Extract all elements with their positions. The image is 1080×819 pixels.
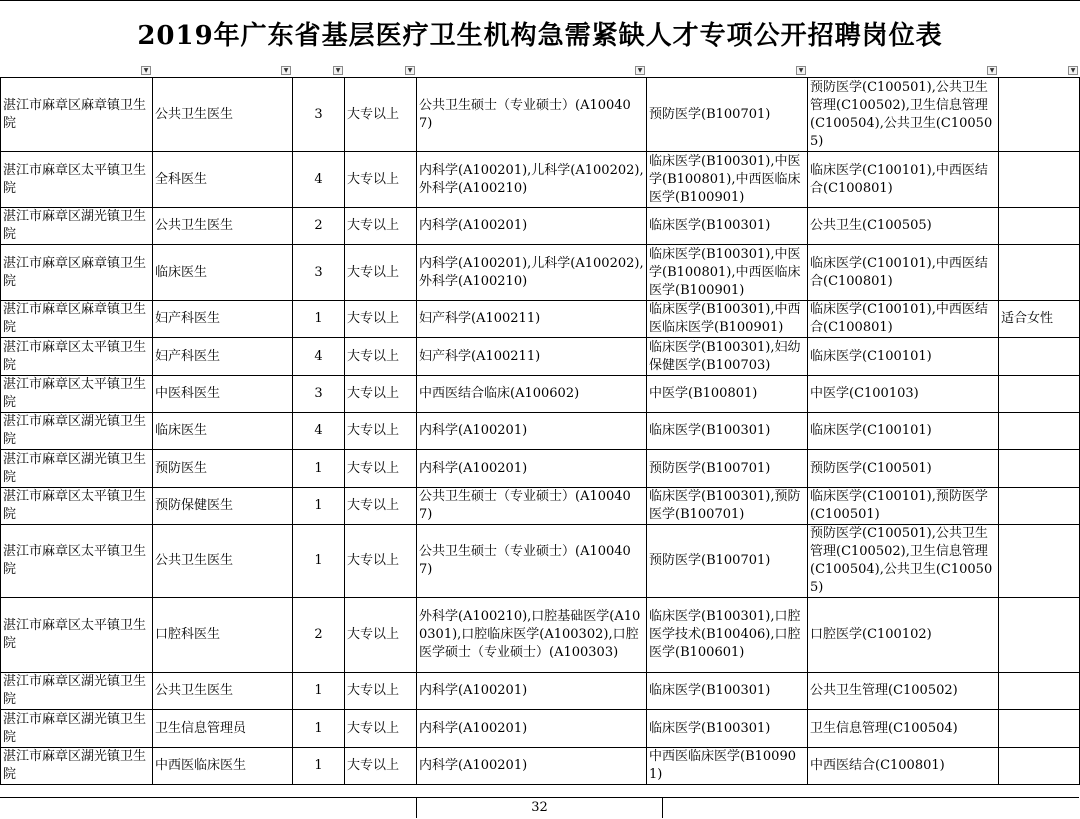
table-row: [1, 376, 1080, 413]
remarks-cell: 适合女性: [999, 301, 1080, 338]
college-major-cell: 口腔医学(C100102): [808, 598, 999, 673]
remarks-cell: [999, 413, 1080, 450]
undergrad-major-cell: 预防医学(B100701): [647, 450, 808, 488]
page-title: 2019年广东省基层医疗卫生机构急需紧缺人才专项公开招聘岗位表: [0, 0, 1080, 66]
headcount-cell: 1: [293, 301, 345, 338]
position-cell: 公共卫生医生: [153, 525, 293, 598]
headcount-cell: 1: [293, 748, 345, 785]
employer-cell: 湛江市麻章区麻章镇卫生院: [1, 301, 153, 338]
position-cell: 临床医生: [153, 413, 293, 450]
table-row: [1, 245, 1080, 301]
postgrad-major-cell: 妇产科学(A100211): [417, 338, 647, 376]
remarks-cell: [999, 488, 1080, 525]
education-cell: 大专以上: [345, 152, 417, 208]
employer-cell: 湛江市麻章区太平镇卫生院: [1, 152, 153, 208]
college-major-cell: 预防医学(C100501): [808, 450, 999, 488]
headcount-cell: 1: [293, 710, 345, 748]
college-major-cell: 公共卫生(C100505): [808, 208, 999, 245]
undergrad-major-cell: 中西医临床医学(B100901): [647, 748, 808, 785]
table-row: [1, 673, 1080, 710]
dropdown-icon[interactable]: ▼: [281, 66, 291, 75]
undergrad-major-cell: 临床医学(B100301),中医学(B100801),中西医临床医学(B100901): [647, 152, 808, 208]
education-cell: 大专以上: [345, 450, 417, 488]
position-cell: 预防医生: [153, 450, 293, 488]
postgrad-major-cell: 内科学(A100201): [417, 748, 647, 785]
headcount-cell: 3: [293, 376, 345, 413]
remarks-cell: [999, 525, 1080, 598]
postgrad-major-cell: 公共卫生硕士（专业硕士）(A100407): [417, 78, 647, 152]
undergrad-major-cell: 临床医学(B100301): [647, 673, 808, 710]
employer-cell: 湛江市麻章区麻章镇卫生院: [1, 78, 153, 152]
postgrad-major-cell: 妇产科学(A100211): [417, 301, 647, 338]
dropdown-icon[interactable]: ▼: [333, 66, 343, 75]
college-major-cell: 中西医结合(C100801): [808, 748, 999, 785]
autofilter-bar: [0, 66, 1080, 77]
position-cell: 妇产科医生: [153, 301, 293, 338]
postgrad-major-cell: 内科学(A100201),儿科学(A100202),外科学(A100210): [417, 245, 647, 301]
education-cell: 大专以上: [345, 710, 417, 748]
dropdown-icon[interactable]: ▼: [405, 66, 415, 75]
table-row: [1, 488, 1080, 525]
remarks-cell: [999, 450, 1080, 488]
dropdown-icon[interactable]: ▼: [796, 66, 806, 75]
undergrad-major-cell: 临床医学(B100301),中医学(B100801),中西医临床医学(B100901): [647, 245, 808, 301]
headcount-cell: 2: [293, 208, 345, 245]
remarks-cell: [999, 748, 1080, 785]
postgrad-major-cell: 中西医结合临床(A100602): [417, 376, 647, 413]
education-cell: 大专以上: [345, 338, 417, 376]
headcount-cell: 4: [293, 338, 345, 376]
college-major-cell: 公共卫生管理(C100502): [808, 673, 999, 710]
postgrad-major-cell: 内科学(A100201): [417, 450, 647, 488]
undergrad-major-cell: 中医学(B100801): [647, 376, 808, 413]
education-cell: 大专以上: [345, 488, 417, 525]
position-cell: 中医科医生: [153, 376, 293, 413]
headcount-cell: 1: [293, 488, 345, 525]
education-cell: 大专以上: [345, 376, 417, 413]
undergrad-major-cell: 临床医学(B100301),预防医学(B100701): [647, 488, 808, 525]
remarks-cell: [999, 338, 1080, 376]
college-major-cell: 预防医学(C100501),公共卫生管理(C100502),卫生信息管理(C100504),公共卫生(C100505): [808, 525, 999, 598]
college-major-cell: 临床医学(C100101),中西医结合(C100801): [808, 301, 999, 338]
filter-icon[interactable]: ▼: [141, 66, 151, 75]
employer-cell: 湛江市麻章区太平镇卫生院: [1, 488, 153, 525]
college-major-cell: 临床医学(C100101): [808, 338, 999, 376]
college-major-cell: 临床医学(C100101): [808, 413, 999, 450]
education-cell: 大专以上: [345, 673, 417, 710]
employer-cell: 湛江市麻章区湖光镇卫生院: [1, 673, 153, 710]
position-cell: 全科医生: [153, 152, 293, 208]
education-cell: 大专以上: [345, 301, 417, 338]
undergrad-major-cell: 预防医学(B100701): [647, 525, 808, 598]
education-cell: 大专以上: [345, 525, 417, 598]
table-row: [1, 748, 1080, 785]
page-number: 32: [416, 798, 663, 818]
postgrad-major-cell: 公共卫生硕士（专业硕士）(A100407): [417, 488, 647, 525]
sheet-footer: [0, 797, 1079, 819]
headcount-cell: 1: [293, 673, 345, 710]
table-row: [1, 152, 1080, 208]
position-cell: 临床医生: [153, 245, 293, 301]
undergrad-major-cell: 预防医学(B100701): [647, 78, 808, 152]
undergrad-major-cell: 临床医学(B100301): [647, 413, 808, 450]
employer-cell: 湛江市麻章区太平镇卫生院: [1, 598, 153, 673]
headcount-cell: 1: [293, 525, 345, 598]
remarks-cell: [999, 208, 1080, 245]
position-cell: 公共卫生医生: [153, 208, 293, 245]
undergrad-major-cell: 临床医学(B100301),妇幼保健医学(B100703): [647, 338, 808, 376]
table-row: [1, 301, 1080, 338]
undergrad-major-cell: 临床医学(B100301),口腔医学技术(B100406),口腔医学(B100601): [647, 598, 808, 673]
position-cell: 公共卫生医生: [153, 78, 293, 152]
remarks-cell: [999, 710, 1080, 748]
table-row: [1, 78, 1080, 152]
education-cell: 大专以上: [345, 748, 417, 785]
table-row: [1, 450, 1080, 488]
college-major-cell: 临床医学(C100101),中西医结合(C100801): [808, 152, 999, 208]
dropdown-icon[interactable]: ▼: [635, 66, 645, 75]
employer-cell: 湛江市麻章区湖光镇卫生院: [1, 450, 153, 488]
education-cell: 大专以上: [345, 208, 417, 245]
undergrad-major-cell: 临床医学(B100301): [647, 710, 808, 748]
remarks-cell: [999, 152, 1080, 208]
college-major-cell: 预防医学(C100501),公共卫生管理(C100502),卫生信息管理(C100504),公共卫生(C100505): [808, 78, 999, 152]
employer-cell: 湛江市麻章区湖光镇卫生院: [1, 710, 153, 748]
education-cell: 大专以上: [345, 78, 417, 152]
employer-cell: 湛江市麻章区麻章镇卫生院: [1, 245, 153, 301]
remarks-cell: [999, 245, 1080, 301]
headcount-cell: 4: [293, 152, 345, 208]
postgrad-major-cell: 公共卫生硕士（专业硕士）(A100407): [417, 525, 647, 598]
table-row: [1, 338, 1080, 376]
positions-table: [0, 77, 1080, 785]
position-cell: 口腔科医生: [153, 598, 293, 673]
postgrad-major-cell: 内科学(A100201),儿科学(A100202),外科学(A100210): [417, 152, 647, 208]
position-cell: 预防保健医生: [153, 488, 293, 525]
education-cell: 大专以上: [345, 413, 417, 450]
postgrad-major-cell: 内科学(A100201): [417, 413, 647, 450]
table-row: [1, 413, 1080, 450]
employer-cell: 湛江市麻章区湖光镇卫生院: [1, 208, 153, 245]
dropdown-icon[interactable]: ▼: [987, 66, 997, 75]
position-cell: 公共卫生医生: [153, 673, 293, 710]
education-cell: 大专以上: [345, 245, 417, 301]
dropdown-icon[interactable]: ▼: [1068, 66, 1078, 75]
college-major-cell: 临床医学(C100101),中西医结合(C100801): [808, 245, 999, 301]
headcount-cell: 4: [293, 413, 345, 450]
college-major-cell: 临床医学(C100101),预防医学(C100501): [808, 488, 999, 525]
education-cell: 大专以上: [345, 598, 417, 673]
headcount-cell: 1: [293, 450, 345, 488]
remarks-cell: [999, 78, 1080, 152]
position-cell: 中西医临床医生: [153, 748, 293, 785]
headcount-cell: 3: [293, 78, 345, 152]
employer-cell: 湛江市麻章区湖光镇卫生院: [1, 413, 153, 450]
postgrad-major-cell: 内科学(A100201): [417, 673, 647, 710]
college-major-cell: 中医学(C100103): [808, 376, 999, 413]
remarks-cell: [999, 376, 1080, 413]
postgrad-major-cell: 内科学(A100201): [417, 710, 647, 748]
employer-cell: 湛江市麻章区太平镇卫生院: [1, 525, 153, 598]
postgrad-major-cell: 外科学(A100210),口腔基础医学(A100301),口腔临床医学(A100302),口腔医学硕士（专业硕士）(A100303): [417, 598, 647, 673]
table-row: [1, 525, 1080, 598]
college-major-cell: 卫生信息管理(C100504): [808, 710, 999, 748]
employer-cell: 湛江市麻章区太平镇卫生院: [1, 338, 153, 376]
position-cell: 卫生信息管理员: [153, 710, 293, 748]
employer-cell: 湛江市麻章区太平镇卫生院: [1, 376, 153, 413]
employer-cell: 湛江市麻章区湖光镇卫生院: [1, 748, 153, 785]
table-row: [1, 208, 1080, 245]
postgrad-major-cell: 内科学(A100201): [417, 208, 647, 245]
remarks-cell: [999, 673, 1080, 710]
undergrad-major-cell: 临床医学(B100301): [647, 208, 808, 245]
table-row: [1, 598, 1080, 673]
table-row: [1, 710, 1080, 748]
remarks-cell: [999, 598, 1080, 673]
headcount-cell: 2: [293, 598, 345, 673]
headcount-cell: 3: [293, 245, 345, 301]
undergrad-major-cell: 临床医学(B100301),中西医临床医学(B100901): [647, 301, 808, 338]
position-cell: 妇产科医生: [153, 338, 293, 376]
